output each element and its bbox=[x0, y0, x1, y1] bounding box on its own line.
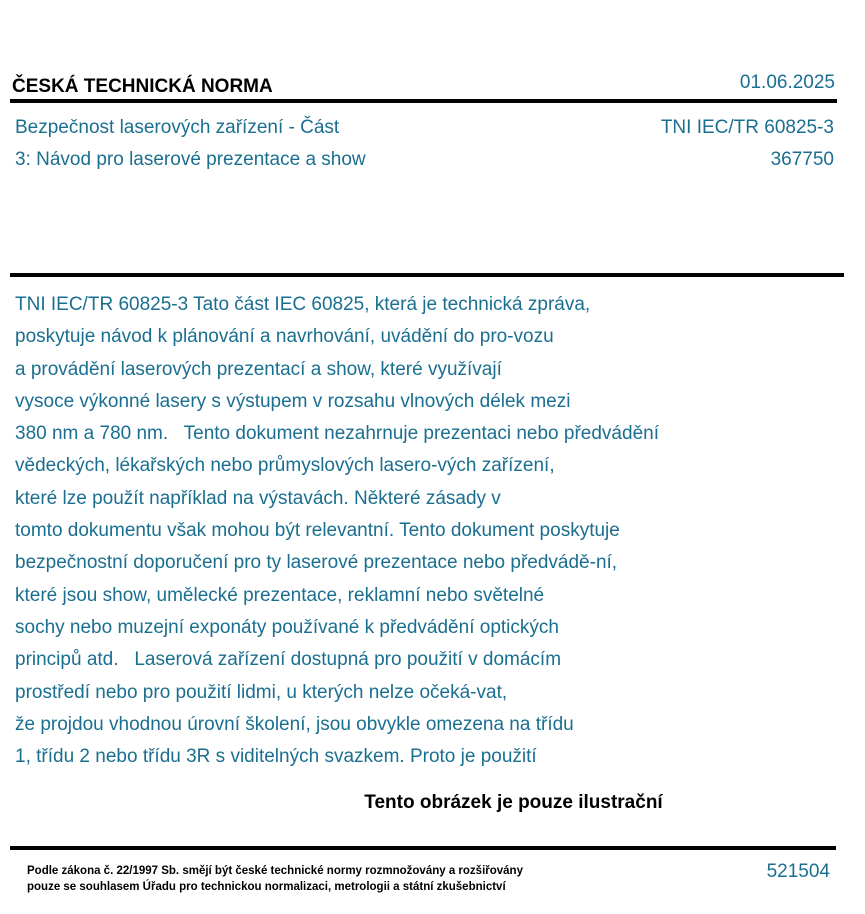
abstract-line: principů atd. Laserová zařízení dostupná pro použití v domácím bbox=[15, 649, 562, 671]
publication-date: 01.06.2025 bbox=[739, 72, 835, 93]
abstract-line: tomto dokumentu však mohou být relevantní. Tento dokument poskytuje bbox=[15, 520, 620, 542]
abstract-line: TNI IEC/TR 60825-3 Tato část IEC 60825, která je technická zpráva, bbox=[15, 294, 591, 315]
document-designation: TNI IEC/TR 60825-3 bbox=[660, 117, 834, 138]
abstract-line: a provádění laserových prezentací a show, které využívají bbox=[15, 358, 502, 380]
abstract-line: že projdou vhodnou úrovní školení, jsou obvykle omezena na třídu bbox=[15, 713, 574, 735]
norm-heading: ČESKÁ TECHNICKÁ NORMA bbox=[12, 76, 273, 97]
document-title-line-1: Bezpečnost laserových zařízení - Část bbox=[15, 117, 340, 138]
abstract-line: prostředí nebo pro použití lidmi, u kterých nelze očeká-vat, bbox=[15, 681, 508, 703]
abstract-line: 380 nm a 780 nm. Tento dokument nezahrnuje prezentaci nebo předvádění bbox=[15, 423, 659, 445]
footer-rule bbox=[10, 846, 836, 850]
document-title-line-2: 3: Návod pro laserové prezentace a show bbox=[15, 149, 366, 170]
abstract-line: sochy nebo muzejní exponáty používané k předvádění optických bbox=[15, 616, 559, 638]
abstract-line: vysoce výkonné lasery s výstupem v rozsahu vlnových délek mezi bbox=[15, 390, 571, 412]
abstract-line: které jsou show, umělecké prezentace, reklamní nebo světelné bbox=[15, 584, 545, 606]
legal-notice bbox=[27, 863, 523, 895]
legal-notice-line-2: pouze se souhlasem Úřadu pro technickou normalizaci, metrologii a státní zkušebnictví bbox=[27, 881, 506, 893]
title-rule bbox=[10, 273, 844, 277]
abstract-line: které lze použít například na výstavách. Některé zásady v bbox=[15, 487, 501, 509]
catalog-number: 367750 bbox=[770, 149, 834, 170]
illustration-note: Tento obrázek je pouze ilustrační bbox=[364, 792, 663, 813]
header-rule bbox=[10, 99, 837, 103]
abstract-text bbox=[15, 289, 815, 773]
abstract-line: vědeckých, lékařských nebo průmyslových lasero-vých zařízení, bbox=[15, 455, 555, 477]
abstract-line: 1, třídu 2 nebo třídu 3R s viditelných svazkem. Proto je použití bbox=[15, 746, 537, 768]
abstract-line: poskytuje návod k plánování a navrhování, uvádění do pro-vozu bbox=[15, 326, 554, 348]
abstract-line: bezpečnostní doporučení pro ty laserové prezentace nebo předvádě-ní, bbox=[15, 552, 618, 574]
footer-number: 521504 bbox=[766, 861, 830, 882]
legal-notice-line-1: Podle zákona č. 22/1997 Sb. smějí být české technické normy rozmnožovány a rozšiřovány bbox=[27, 865, 523, 877]
